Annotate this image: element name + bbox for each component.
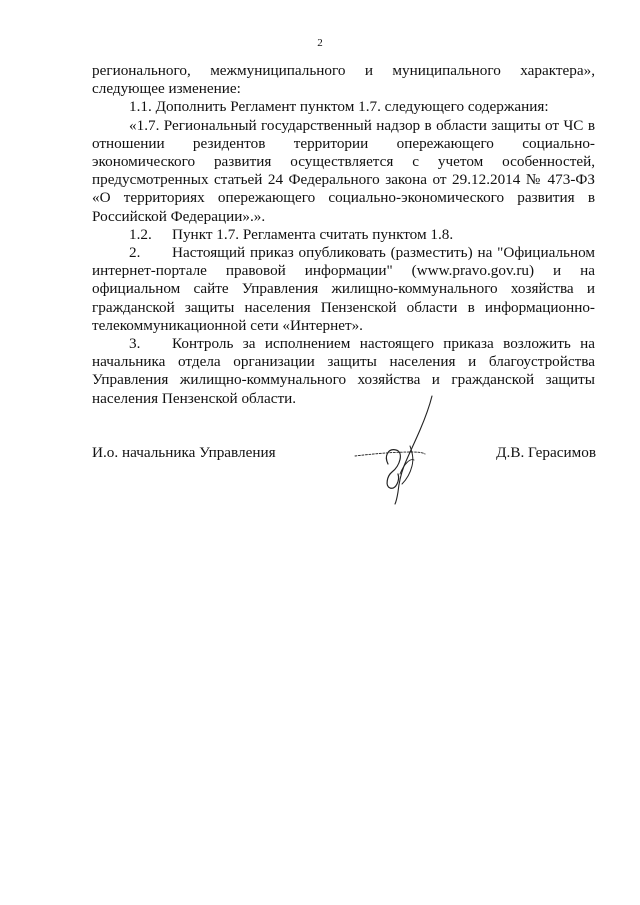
paragraph-text: Контроль за исполнением настоящего приказа возложить на начальника отдела организации защиты населения и благоустройства Управления жилищно-коммунального хозяйства и гражданской защиты населения Пензенской области.	[92, 335, 595, 407]
paragraph-1-1: 1.1. Дополнить Регламент пунктом 1.7. следующего содержания:	[129, 98, 549, 116]
signatory-name: Д.В. Герасимов	[496, 444, 596, 461]
handwritten-signature	[354, 394, 446, 506]
paragraph-number: 2.	[129, 244, 141, 262]
paragraph-number: 1.2.	[129, 225, 152, 243]
paragraph-continuation: регионального, межмуниципального и муниципального характера», следующее изменение:	[92, 62, 595, 98]
paragraph-text: Настоящий приказ опубликовать (разместить) на "Официальном интернет-портале правовой информации" (www.pravo.gov.ru) и на официальном сайте Управления жилищно-коммунального хозяйства и гражданской защиты населения Пензенской области в информационно-телекоммуникационной сети «Интернет».	[92, 244, 595, 334]
signatory-position: И.о. начальника Управления	[92, 444, 276, 461]
paragraph-text: Пункт 1.7. Регламента считать пунктом 1.8.	[172, 225, 454, 243]
paragraph-2	[92, 244, 595, 335]
paragraph-1-7-quote: «1.7. Региональный государственный надзор в области защиты от ЧС в отношении резидентов территории опережающего социально-экономического развития осуществляется с учетом особенностей, предусмотренных статьей 24 Федерального закона от 29.12.2014 № 473-ФЗ «О территориях опережающего социально-экономического развития в Российской Федерации».».	[92, 116, 595, 225]
paragraph-3	[92, 335, 595, 408]
paragraph-1-2	[92, 226, 595, 244]
document-body	[92, 62, 595, 408]
page-number: 2	[317, 37, 323, 49]
paragraph-number: 3.	[129, 335, 141, 353]
